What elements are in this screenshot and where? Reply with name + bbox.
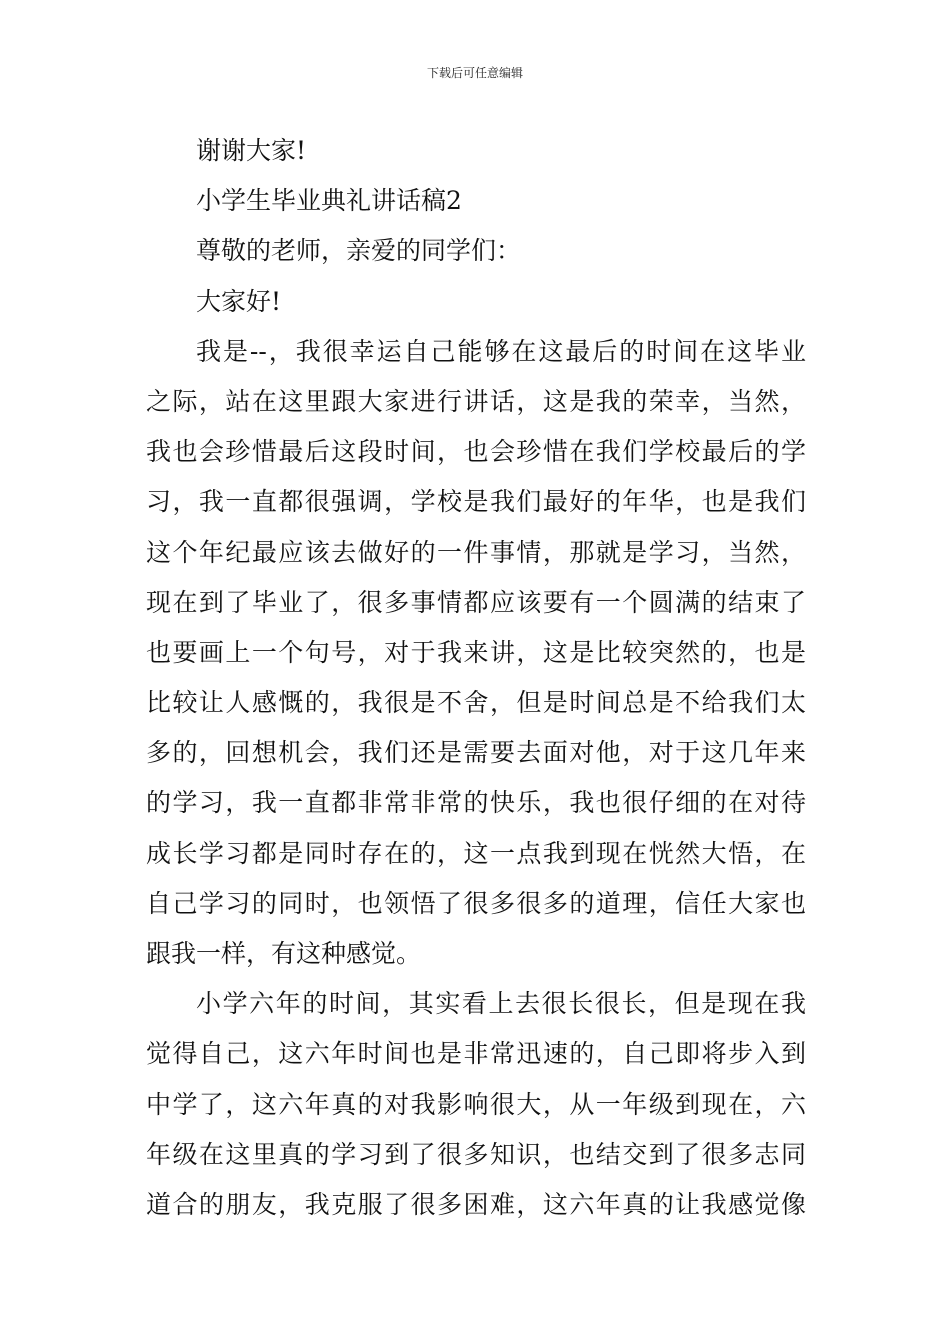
text-line: 小学生毕业典礼讲话稿2 [196, 186, 462, 216]
text-line: 我是--，我很幸运自己能够在这最后的时间在这毕业 [196, 336, 806, 366]
text-line: 也要画上一个句号，对于我来讲，这是比较突然的，也是 [146, 637, 806, 667]
body-text [146, 126, 806, 1230]
text-line: 的学习，我一直都非常非常的快乐，我也很仔细的在对待 [146, 788, 806, 818]
text-line: 现在到了毕业了，很多事情都应该要有一个圆满的结束了 [146, 587, 806, 617]
text-line: 谢谢大家! [196, 136, 307, 165]
text-line: 年级在这里真的学习到了很多知识，也结交到了很多志同 [146, 1139, 806, 1169]
text-line: 大家好! [196, 286, 282, 316]
text-line: 小学六年的时间，其实看上去很长很长，但是现在我 [196, 989, 806, 1019]
text-line: 之际，站在这里跟大家进行讲话，这是我的荣幸，当然， [146, 386, 806, 416]
text-line: 尊敬的老师，亲爱的同学们： [196, 236, 522, 266]
text-line: 中学了，这六年真的对我影响很大，从一年级到现在，六 [146, 1089, 806, 1119]
page-header: 下载后可任意编辑 [426, 66, 523, 80]
text-line: 这个年纪最应该去做好的一件事情，那就是学习，当然， [146, 537, 806, 567]
text-line: 习，我一直都很强调，学校是我们最好的年华，也是我们 [146, 487, 806, 517]
text-line: 成长学习都是同时存在的，这一点我到现在恍然大悟，在 [146, 838, 806, 868]
text-line: 我也会珍惜最后这段时间，也会珍惜在我们学校最后的学 [146, 437, 806, 467]
text-line: 道合的朋友，我克服了很多困难，这六年真的让我感觉像 [146, 1189, 806, 1219]
text-line: 跟我一样，有这种感觉。 [146, 939, 422, 968]
text-line: 觉得自己，这六年时间也是非常迅速的，自己即将步入到 [146, 1039, 806, 1069]
text-line: 多的，回想机会，我们还是需要去面对他，对于这几年来 [146, 738, 806, 768]
text-line: 比较让人感慨的，我很是不舍，但是时间总是不给我们太 [146, 688, 806, 718]
text-line: 自己学习的同时，也领悟了很多很多的道理，信任大家也 [146, 888, 806, 918]
